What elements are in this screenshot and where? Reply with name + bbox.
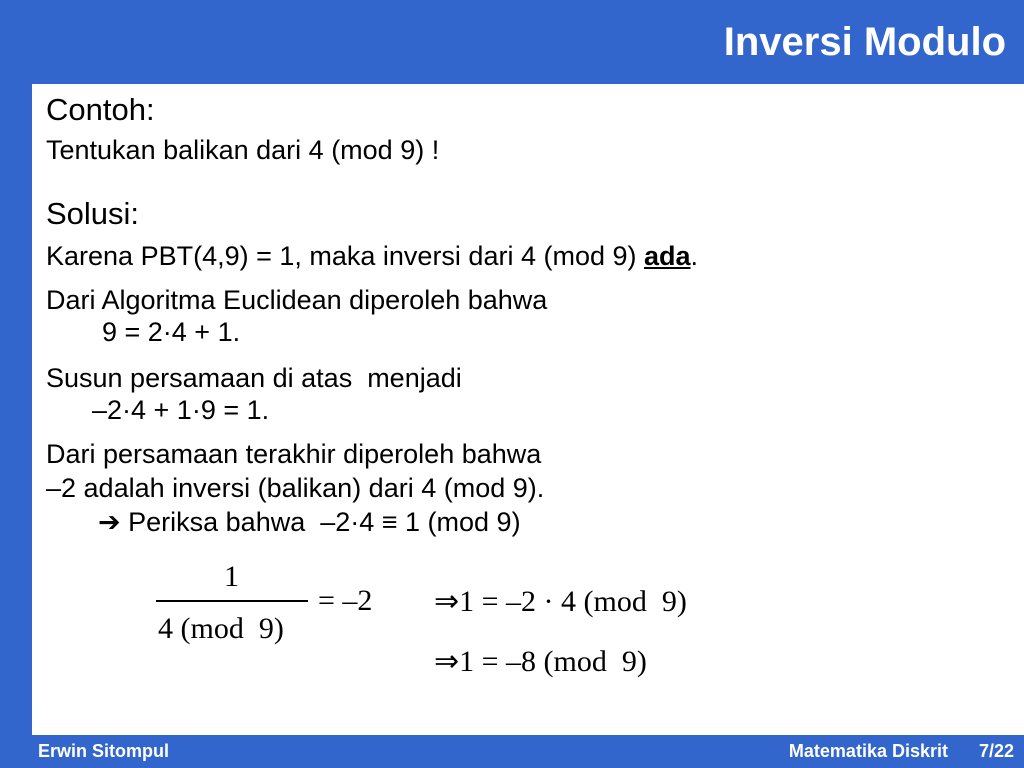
fraction-denominator: 4 (mod 9) — [158, 612, 284, 645]
slide-title: Inversi Modulo — [723, 20, 1006, 64]
equation-susun: –2·4 + 1·9 = 1. — [92, 395, 270, 425]
karena-text: Karena PBT(4,9) = 1, maka inversi dari 4 (mod 9) — [46, 241, 644, 271]
check-line — [98, 506, 521, 538]
solution-line-susun: Susun persamaan di atas menjadi — [46, 363, 462, 393]
fraction-numerator: 1 — [224, 560, 239, 593]
solution-line-result: –2 adalah inversi (balikan) dari 4 (mod 9). — [46, 473, 545, 503]
karena-emphasis: ada — [644, 241, 691, 271]
implication-1: ⇒1 = –2 · 4 (mod 9) — [434, 585, 687, 618]
arrow-right-icon: ➔ — [98, 507, 121, 537]
footer-course: Matematika Diskrit — [788, 741, 948, 761]
fraction-result: = –2 — [318, 584, 373, 617]
question-text: Tentukan balikan dari 4 (mod 9) ! — [46, 135, 440, 165]
solution-line-karena — [46, 240, 698, 272]
equation-euclid: 9 = 2·4 + 1. — [102, 317, 241, 347]
footer-page-number: 7/22 — [978, 741, 1014, 761]
footer-author: Erwin Sitompul — [38, 741, 170, 761]
heading-contoh: Contoh: — [46, 92, 155, 127]
heading-solusi: Solusi: — [46, 196, 140, 231]
karena-end: . — [690, 241, 699, 271]
solution-line-dari: Dari persamaan terakhir diperoleh bahwa — [46, 439, 542, 469]
solution-line-euclid: Dari Algoritma Euclidean diperoleh bahwa — [46, 285, 548, 315]
fraction-bar — [156, 600, 308, 602]
implication-2: ⇒1 = –8 (mod 9) — [434, 645, 647, 678]
check-text: Periksa bahwa –2·4 ≡ 1 (mod 9) — [120, 507, 521, 537]
slide-content — [32, 84, 1024, 735]
